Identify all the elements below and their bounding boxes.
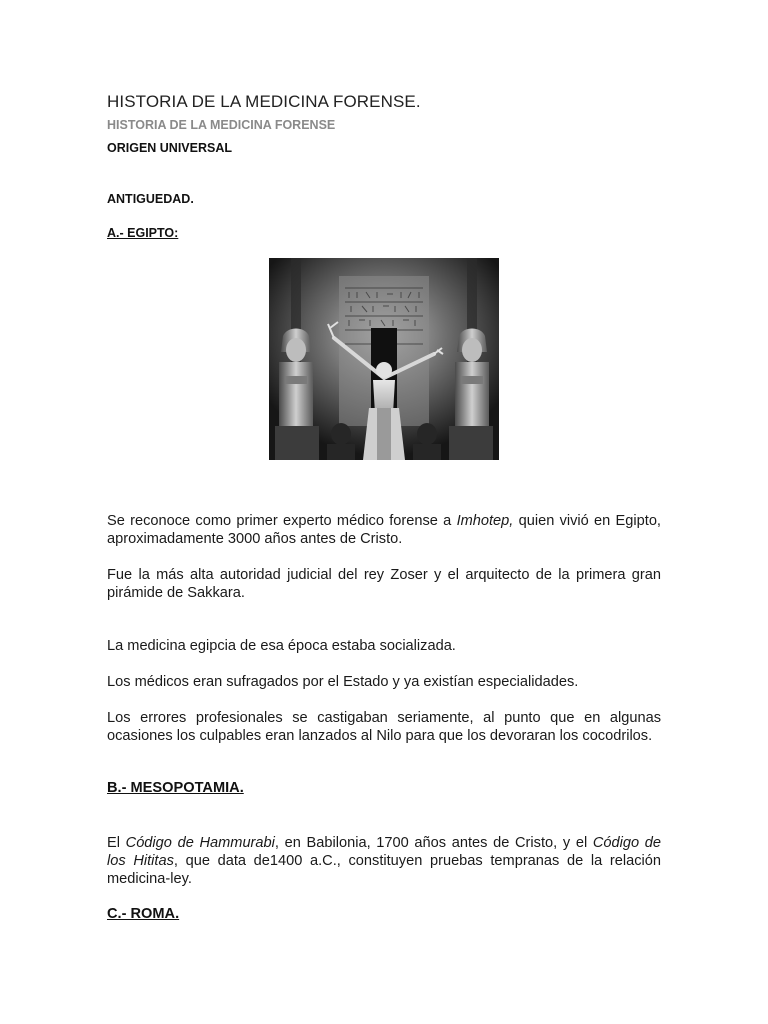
imhotep-illustration [269, 258, 499, 460]
hammurabi-text-2: , en Babilonia, 1700 años antes de Cristo, y el [274, 835, 593, 851]
hittite-code-name: Código de los Hititas [107, 835, 662, 870]
document-subtitle: HISTORIA DE LA MEDICINA FORENSE [107, 118, 336, 132]
hammurabi-code-name: Código de Hammurabi [125, 835, 275, 851]
section-c-heading: C.- ROMA. [107, 906, 180, 922]
paragraph-imhotep-text-start: Se reconoce como primer experto médico forense a [107, 513, 457, 529]
paragraph-socialized-medicine: La medicina egipcia de esa época estaba socializada. [107, 638, 456, 654]
hammurabi-text-3: , que data de1400 a.C., constituyen pruebas tempranas de la relación medicina-ley. [107, 853, 661, 888]
era-heading: ANTIGUEDAD. [107, 192, 194, 206]
paragraph-imhotep-text-end: quien vivió en Egipto, aproximadamente 3000 años antes de Cristo. [107, 513, 661, 548]
section-b-heading: B.- MESOPOTAMIA. [107, 780, 244, 796]
hammurabi-text-1: El [107, 835, 126, 851]
origin-heading: ORIGEN UNIVERSAL [107, 141, 233, 155]
paragraph-imhotep [107, 512, 661, 548]
paragraph-zoser: Fue la más alta autoridad judicial del rey Zoser y el arquitecto de la primera gran pirámide de Sakkara. [107, 567, 661, 602]
paragraph-hammurabi [107, 834, 661, 889]
paragraph-professional-errors: Los errores profesionales se castigaban seriamente, al punto que en algunas ocasiones los culpables eran lanzados al Nilo para que los devoraran los cocodrilos. [107, 710, 661, 745]
section-a-heading: A.- EGIPTO: [107, 226, 179, 240]
paragraph-state-doctors: Los médicos eran sufragados por el Estado y ya existían especialidades. [107, 674, 579, 690]
document-title: HISTORIA DE LA MEDICINA FORENSE. [107, 92, 421, 111]
imhotep-name: Imhotep, [456, 513, 514, 529]
